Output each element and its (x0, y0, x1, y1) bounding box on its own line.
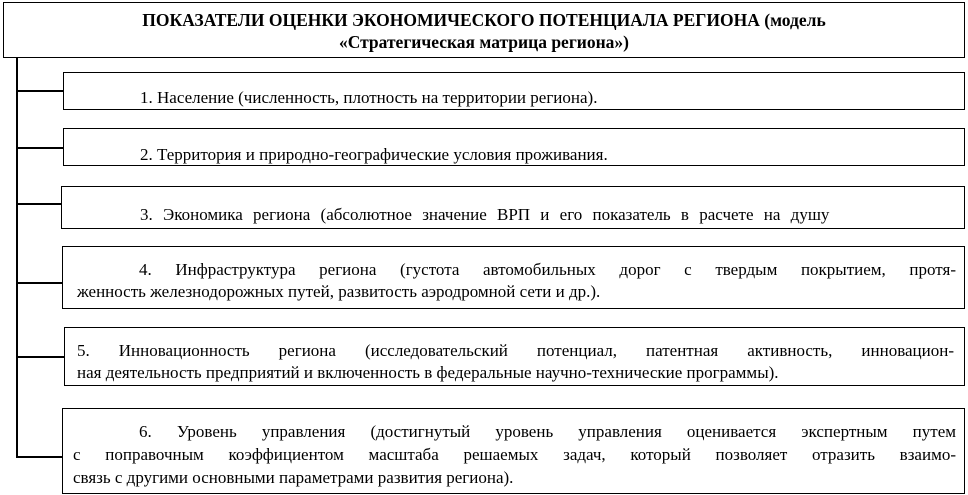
branch-connector-6 (16, 456, 62, 458)
branch-connector-3 (16, 203, 61, 205)
branch-connector-1 (16, 90, 63, 92)
indicator-box-4 (62, 246, 965, 309)
indicator-5-line-2: ная деятельность предприятий и включенность в федеральные научно-технические программы). (77, 363, 779, 382)
branch-connector-2 (16, 147, 63, 149)
indicator-box-3 (61, 186, 965, 229)
indicator-6-line-3: связь с другими основными параметрами развития региона). (73, 468, 514, 487)
indicator-1-line-1: 1. Население (численность, плотность на территории региона). (140, 88, 598, 107)
indicator-5-line-1: 5. Инновационность региона (исследовательский потенциал, патентная активность, инновацион- (77, 341, 954, 360)
indicator-6-line-2: с поправочным коэффициентом масштаба решаемых задач, который позволяет отразить взаимо- (73, 445, 956, 464)
diagram-title-line-2: «Стратегическая матрица региона») (338, 32, 630, 52)
indicator-3-line-1: 3. Экономика региона (абсолютное значение ВРП и его показатель в расчете на душу (140, 205, 830, 224)
indicator-box-1 (63, 72, 965, 110)
indicator-6-line-1: 6. Уровень управления (достигнутый уровень управления оценивается экспертным путем (139, 422, 956, 441)
diagram-title-line-1: ПОКАЗАТЕЛИ ОЦЕНКИ ЭКОНОМИЧЕСКОГО ПОТЕНЦИАЛА РЕГИОНА (модель (142, 10, 826, 30)
indicator-4-line-2: женность железнодорожных путей, развитость аэродромной сети и др.). (77, 282, 601, 301)
indicator-box-5 (64, 327, 965, 386)
indicator-box-6 (62, 408, 965, 494)
indicator-box-2 (63, 128, 965, 166)
trunk-connector (16, 58, 18, 457)
diagram-title-box (3, 2, 965, 58)
indicator-2-line-1: 2. Территория и природно-географические условия проживания. (140, 145, 608, 164)
branch-connector-5 (16, 356, 64, 358)
branch-connector-4 (16, 282, 62, 284)
indicator-4-line-1: 4. Инфраструктура региона (густота автомобильных дорог с твердым покрытием, протя- (139, 260, 956, 279)
